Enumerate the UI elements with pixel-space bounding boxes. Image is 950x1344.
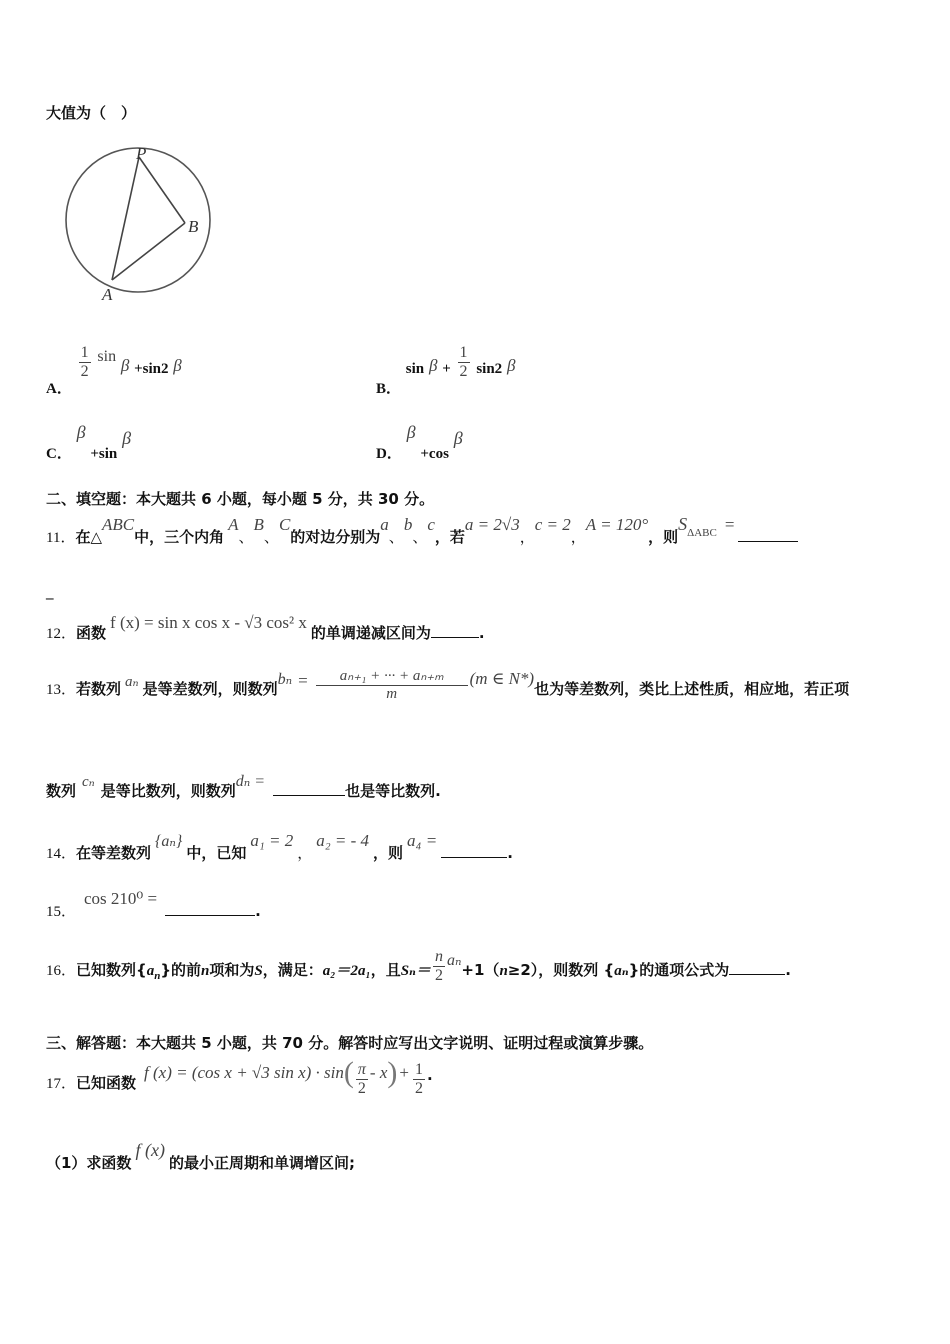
q16-cond-1: a₂＝2a₁	[322, 962, 371, 979]
q16-text-2: }的前	[160, 960, 202, 979]
q11-side-c: c	[427, 515, 435, 534]
q11-equals: =	[724, 515, 735, 534]
option-c-beta2: β	[122, 428, 132, 448]
q11-number: 11．	[46, 530, 76, 546]
q13-number: 13．	[46, 681, 77, 698]
q17-end: .	[426, 1066, 433, 1084]
q17-part-1	[46, 1140, 355, 1172]
q16-text-7: ≥2），则数列 {	[507, 960, 615, 979]
q17-frac-num: π	[357, 1061, 366, 1079]
q14-a1: a₁ = 2	[250, 831, 294, 850]
q16-a: a	[146, 962, 155, 979]
q13-line-2	[46, 770, 441, 800]
q16-n-2: n	[499, 962, 508, 979]
q15-end: .	[255, 902, 261, 920]
q11-angle-a: A	[228, 515, 239, 534]
q14-text-2: 中，已知	[186, 844, 247, 862]
q12-answer-blank[interactable]	[431, 623, 479, 638]
q13-seq-c: cₙ	[82, 774, 95, 790]
q13-text-5: 是等比数列，则数列	[100, 782, 236, 800]
q17-paren-left: (	[343, 1056, 354, 1089]
q11-cond-2: c = 2	[534, 515, 571, 534]
q12-number: 12．	[46, 626, 77, 642]
option-a-beta2: β	[173, 355, 182, 375]
q17-frac-den: 2	[357, 1080, 366, 1097]
q11-s-subscript: ΔABC	[687, 527, 717, 539]
q13-frac-num: aₙ₊₁ + ··· + aₙ₊ₘ	[316, 668, 468, 686]
q13-answer-blank[interactable]	[273, 781, 345, 796]
option-d-plus-cos: +cos	[420, 446, 449, 462]
q11-abc: ABC	[102, 515, 135, 534]
q17-sub1-f: f (x)	[135, 1140, 165, 1160]
q15-answer-blank[interactable]	[165, 901, 255, 916]
option-c-label: C．	[46, 446, 72, 462]
question-14	[46, 830, 513, 862]
label-a: A	[102, 285, 113, 304]
q13-seq-d: dₙ =	[235, 773, 266, 790]
option-b-beta2: β	[506, 355, 516, 375]
q10-tail-text: 大值为（ ）	[46, 104, 137, 122]
segment-pb	[139, 157, 185, 223]
option-b-frac-den: 2	[459, 362, 468, 380]
q14-number: 14．	[46, 846, 77, 862]
section-3-heading: 三、解答题：本大题共 5 小题，共 70 分。解答时应写出文字说明、证明过程或演算步骤。	[46, 1034, 654, 1052]
q16-text-8: }的通项公式为	[628, 960, 730, 979]
option-a-sin: sin	[97, 347, 117, 365]
q12-text-2: 的单调递减区间为	[310, 624, 431, 642]
option-c[interactable]	[46, 422, 132, 462]
q11-comma-1: ，	[519, 528, 535, 546]
q17-half-den: 2	[414, 1080, 423, 1097]
option-d-beta1: β	[406, 422, 416, 442]
q14-seq-a: {aₙ}	[155, 833, 183, 850]
q17-half-num: 1	[414, 1061, 423, 1079]
q15-expression: cos 210⁰ =	[84, 889, 158, 908]
q11-answer-blank[interactable]	[738, 527, 798, 542]
q13-text-4: 数列	[46, 782, 77, 800]
q14-end: .	[507, 844, 513, 862]
q16-sn: Sₙ＝	[400, 962, 431, 979]
q14-text-1: 在等差数列	[76, 844, 152, 862]
q11-sep-1: 、	[238, 528, 254, 546]
q13-equals: =	[298, 670, 308, 690]
option-d-beta2: β	[453, 428, 463, 448]
option-d[interactable]	[376, 422, 463, 462]
q11-text-4: ，若	[434, 528, 465, 546]
option-b-plus: +	[442, 360, 451, 377]
q15-number: 15．	[46, 904, 77, 920]
q16-an: aₙ	[446, 951, 462, 969]
q14-text-3: ，则	[373, 844, 404, 862]
question-16	[46, 948, 791, 984]
q14-a4: a₄ =	[407, 831, 438, 850]
q11-text-1: 在△	[75, 528, 102, 546]
label-b: B	[188, 217, 199, 236]
option-a-fraction	[79, 344, 91, 380]
q13-text-3: 也为等差数列，类比上述性质，相应地，若正项	[534, 679, 850, 698]
q11-sep-2: 、	[263, 528, 279, 546]
q11-text-5: ，则	[648, 528, 679, 546]
q16-text-5: ，且	[370, 960, 401, 979]
q14-answer-blank[interactable]	[441, 843, 507, 858]
option-d-label: D．	[376, 446, 402, 462]
q13-seq-b: bₙ	[277, 670, 293, 688]
q16-frac-den: 2	[434, 966, 443, 984]
question-11	[46, 514, 798, 546]
q17-expression: f (x) = (cos x + √3 sin x) · sin	[144, 1063, 344, 1082]
question-12	[46, 612, 485, 642]
q14-comma-1: ，	[297, 844, 313, 862]
q13-text-6: 也是等比数列.	[345, 782, 441, 800]
option-b-sin: sin	[405, 360, 425, 377]
q13-fraction	[316, 668, 468, 702]
q13-frac-den: m	[386, 685, 398, 702]
q14-a2: a₂ = - 4	[316, 831, 370, 850]
q17-sub1-text: 的最小正周期和单调增区间;	[168, 1154, 355, 1172]
q12-text-1: 函数	[76, 624, 107, 642]
q16-s: S	[254, 962, 263, 979]
q11-continuation: _	[46, 582, 54, 600]
q13-seq-a: aₙ	[125, 673, 139, 690]
q16-text-4: ，满足：	[262, 960, 323, 979]
question-15	[46, 888, 261, 920]
option-a-beta1: β	[120, 355, 130, 375]
option-a[interactable]	[46, 344, 182, 397]
q16-an-3: aₙ	[614, 962, 629, 979]
q11-text-2: 中，三个内角	[134, 528, 225, 546]
q11-text-3: 的对边分别为	[290, 528, 381, 546]
q16-n: n	[201, 962, 210, 979]
option-a-frac-den: 2	[80, 362, 89, 380]
q11-cond-3: A = 120°	[585, 515, 649, 534]
q11-angle-c: C	[278, 515, 291, 534]
q17-frac-half	[413, 1061, 425, 1097]
option-c-plus-sin: +sin	[90, 446, 118, 462]
question-13	[46, 668, 849, 702]
question-17	[46, 1058, 433, 1098]
q17-number: 17．	[46, 1076, 77, 1092]
q11-cond-1: a = 2√3	[464, 515, 520, 534]
q17-text-1: 已知函数	[76, 1074, 137, 1092]
option-b-beta1: β	[428, 355, 438, 375]
q16-fraction	[433, 948, 445, 984]
label-p: P	[136, 144, 147, 163]
option-b[interactable]	[376, 344, 516, 397]
q17-plus: +	[399, 1063, 409, 1082]
q17-paren-right: )	[387, 1056, 398, 1089]
q16-a-sub: n	[154, 969, 161, 982]
circle-figure	[55, 140, 225, 310]
section-2-heading: 二、填空题：本大题共 6 小题，每小题 5 分，共 30 分。	[46, 490, 435, 508]
q16-number: 16．	[46, 962, 77, 979]
q13-text-2: 是等差数列，则数列	[142, 679, 278, 698]
option-c-beta1: β	[76, 422, 86, 442]
q17-minus-x: - x	[369, 1063, 388, 1082]
q16-text-6: +1（	[461, 960, 500, 979]
option-a-label: A．	[46, 380, 72, 397]
q11-comma-2: ，	[570, 528, 586, 546]
q16-end: .	[785, 960, 791, 979]
option-b-label: B．	[376, 380, 402, 397]
q11-side-a: a	[380, 515, 389, 534]
q16-text-1: 已知数列{	[76, 960, 147, 979]
q17-sub1-label: （1）求函数	[46, 1154, 132, 1172]
q11-s-symbol: S	[678, 514, 688, 534]
q11-sep-4: 、	[412, 528, 428, 546]
q13-text-1: 若数列	[76, 679, 122, 698]
q16-answer-blank[interactable]	[729, 960, 785, 975]
option-b-frac-num: 1	[459, 344, 468, 361]
q11-sep-3: 、	[388, 528, 404, 546]
option-a-plus-sin2: +sin2	[134, 360, 169, 377]
q16-text-3: 项和为	[209, 960, 255, 979]
q11-side-b: b	[403, 515, 413, 534]
q12-expression: f (x) = sin x cos x - √3 cos² x	[110, 613, 307, 632]
q12-end: .	[478, 624, 485, 642]
q11-angle-b: B	[253, 515, 264, 534]
q13-condition: (m ∈ N*)	[469, 668, 535, 688]
q16-frac-num: n	[434, 948, 443, 965]
option-b-sin2: sin2	[476, 360, 503, 377]
option-b-fraction	[458, 344, 470, 380]
q17-frac-pi	[356, 1061, 368, 1097]
option-a-frac-num: 1	[80, 344, 89, 361]
